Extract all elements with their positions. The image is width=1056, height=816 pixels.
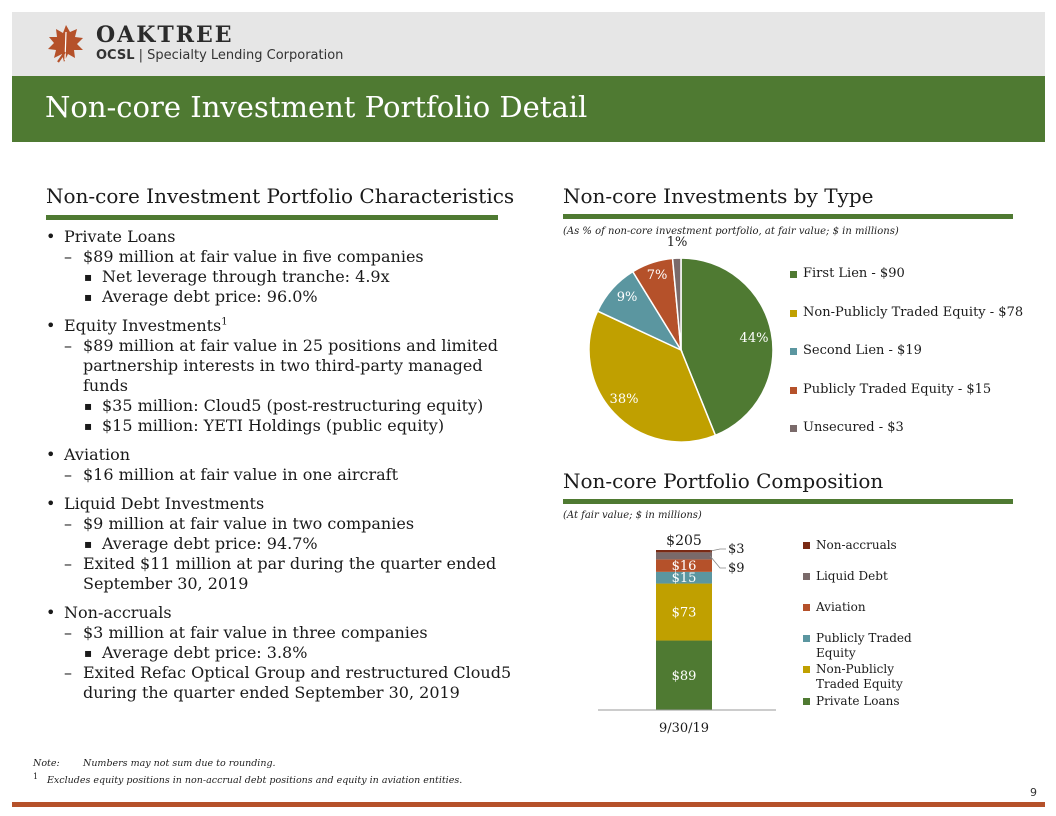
bullet-section (46, 227, 516, 247)
brand-subtitle: OCSL | Specialty Lending Corporation (96, 48, 344, 63)
legend-swatch (790, 348, 797, 355)
bullet-section (46, 603, 516, 623)
legend-label: Non-Publicly Traded Equity - $78 (803, 304, 1024, 320)
legend-label: First Lien - $90 (803, 266, 905, 281)
bullet-item: – $89 million at fair value in five companies (46, 247, 516, 267)
bar-caption: (At fair value; $ in millions) (563, 510, 702, 521)
legend-label: Publicly Traded Equity - $15 (803, 381, 992, 397)
callout-leader-line (710, 556, 726, 568)
bar-legend-item (803, 569, 933, 584)
bar-legend-item (803, 662, 933, 692)
legend-label: Unsecured - $3 (803, 420, 904, 435)
pie-rule (563, 214, 1013, 219)
pie-slice-label: 7% (646, 268, 668, 283)
bullet-item: – $89 million at fair value in 25 positions and limited partnership interests in two third-party managed funds (46, 336, 516, 396)
pie-slice-label: 38% (609, 392, 639, 407)
bullet-subitem: ▪ $35 million: Cloud5 (post-restructuring equity) (46, 396, 516, 416)
bullet-item: – $9 million at fair value in two companies (46, 514, 516, 534)
bullet-section-label: Liquid Debt Investments (64, 494, 265, 513)
footnote-line: 1 Excludes equity positions in non-accrual debt positions and equity in aviation entities. (33, 772, 463, 787)
legend-label: Non-accruals (816, 538, 897, 552)
bar-rule (563, 499, 1013, 504)
x-tick-label: 9/30/19 (658, 721, 710, 736)
pie-slice-label: 9% (616, 290, 638, 305)
legend-label: Liquid Debt (816, 569, 888, 583)
bullet-subitem: ▪ $15 million: YETI Holdings (public equity) (46, 416, 516, 436)
pie-slice-label: 44% (739, 331, 769, 346)
callout-leader-line (710, 549, 726, 551)
bullet-section-label: Non-accruals (64, 603, 172, 622)
bullet-subitem: ▪ Average debt price: 3.8% (46, 643, 516, 663)
legend-label: Non-Publicly Traded Equity (816, 662, 903, 691)
bullet-subitem: ▪ Average debt price: 94.7% (46, 534, 516, 554)
page-number: 9 (1030, 786, 1037, 799)
bullet-item: – $3 million at fair value in three companies (46, 623, 516, 643)
bullet-section-label: Aviation (64, 445, 131, 464)
bar-legend-item (803, 631, 933, 661)
legend-swatch (790, 271, 797, 278)
footnotes (33, 757, 462, 787)
bullet-section (46, 494, 516, 514)
bullet-subitem: ▪ Average debt price: 96.0% (46, 287, 516, 307)
pie-slice-label: 1% (666, 235, 688, 250)
bar-segment (656, 550, 712, 552)
pie-caption: (As % of non-core investment portfolio, at fair value; $ in millions) (563, 226, 899, 237)
bullet-section-label: Private Loans (64, 227, 176, 246)
characteristics-list (46, 227, 516, 703)
characteristics-rule (46, 215, 498, 220)
bar-heading: Non-core Portfolio Composition (563, 469, 884, 493)
bar-segment-label: $89 (671, 668, 697, 684)
bar-callout-label: $3 (728, 542, 745, 557)
bullet-section (46, 316, 516, 336)
bar-total-label: $205 (666, 533, 702, 549)
bar-callout-label: $9 (728, 561, 745, 576)
pie-heading: Non-core Investments by Type (563, 184, 874, 208)
bar-legend-item (803, 600, 933, 615)
legend-swatch (790, 387, 797, 394)
brand-name: OAKTREE (96, 22, 234, 48)
bar-segment-label: $15 (671, 571, 697, 587)
bar-segment-label: $73 (671, 605, 697, 621)
legend-label: Publicly Traded Equity (816, 631, 912, 660)
bullet-subitem: ▪ Net leverage through tranche: 4.9x (46, 267, 516, 287)
footer-rule (12, 802, 1045, 807)
company-logo (44, 22, 344, 70)
note-line: Note: Numbers may not sum due to rounding. (33, 758, 276, 769)
bar-legend-item (803, 694, 933, 709)
bullet-item: – Exited $11 million at par during the quarter ended September 30, 2019 (46, 554, 516, 594)
bullet-section-label: Equity Investments (64, 316, 222, 335)
footnote-marker: 1 (221, 316, 228, 328)
legend-swatch (790, 425, 797, 432)
legend-label: Aviation (816, 600, 866, 614)
characteristics-heading: Non-core Investment Portfolio Characteristics (46, 184, 515, 208)
pie-chart (583, 233, 783, 443)
bullet-section (46, 445, 516, 465)
bullet-item: – $16 million at fair value in one aircraft (46, 465, 516, 485)
page-title: Non-core Investment Portfolio Detail (45, 90, 588, 124)
legend-label: Private Loans (816, 694, 900, 708)
title-bar (12, 76, 1045, 142)
oak-leaf-icon (44, 22, 88, 66)
bullet-item: – Exited Refac Optical Group and restructured Cloud5 during the quarter ended September 30, 2019 (46, 663, 516, 703)
legend-label: Second Lien - $19 (803, 343, 922, 358)
stacked-bar-chart (590, 525, 830, 745)
bar-legend-item (803, 538, 933, 553)
legend-swatch (790, 310, 797, 317)
bar-segment-label: $16 (671, 559, 697, 575)
